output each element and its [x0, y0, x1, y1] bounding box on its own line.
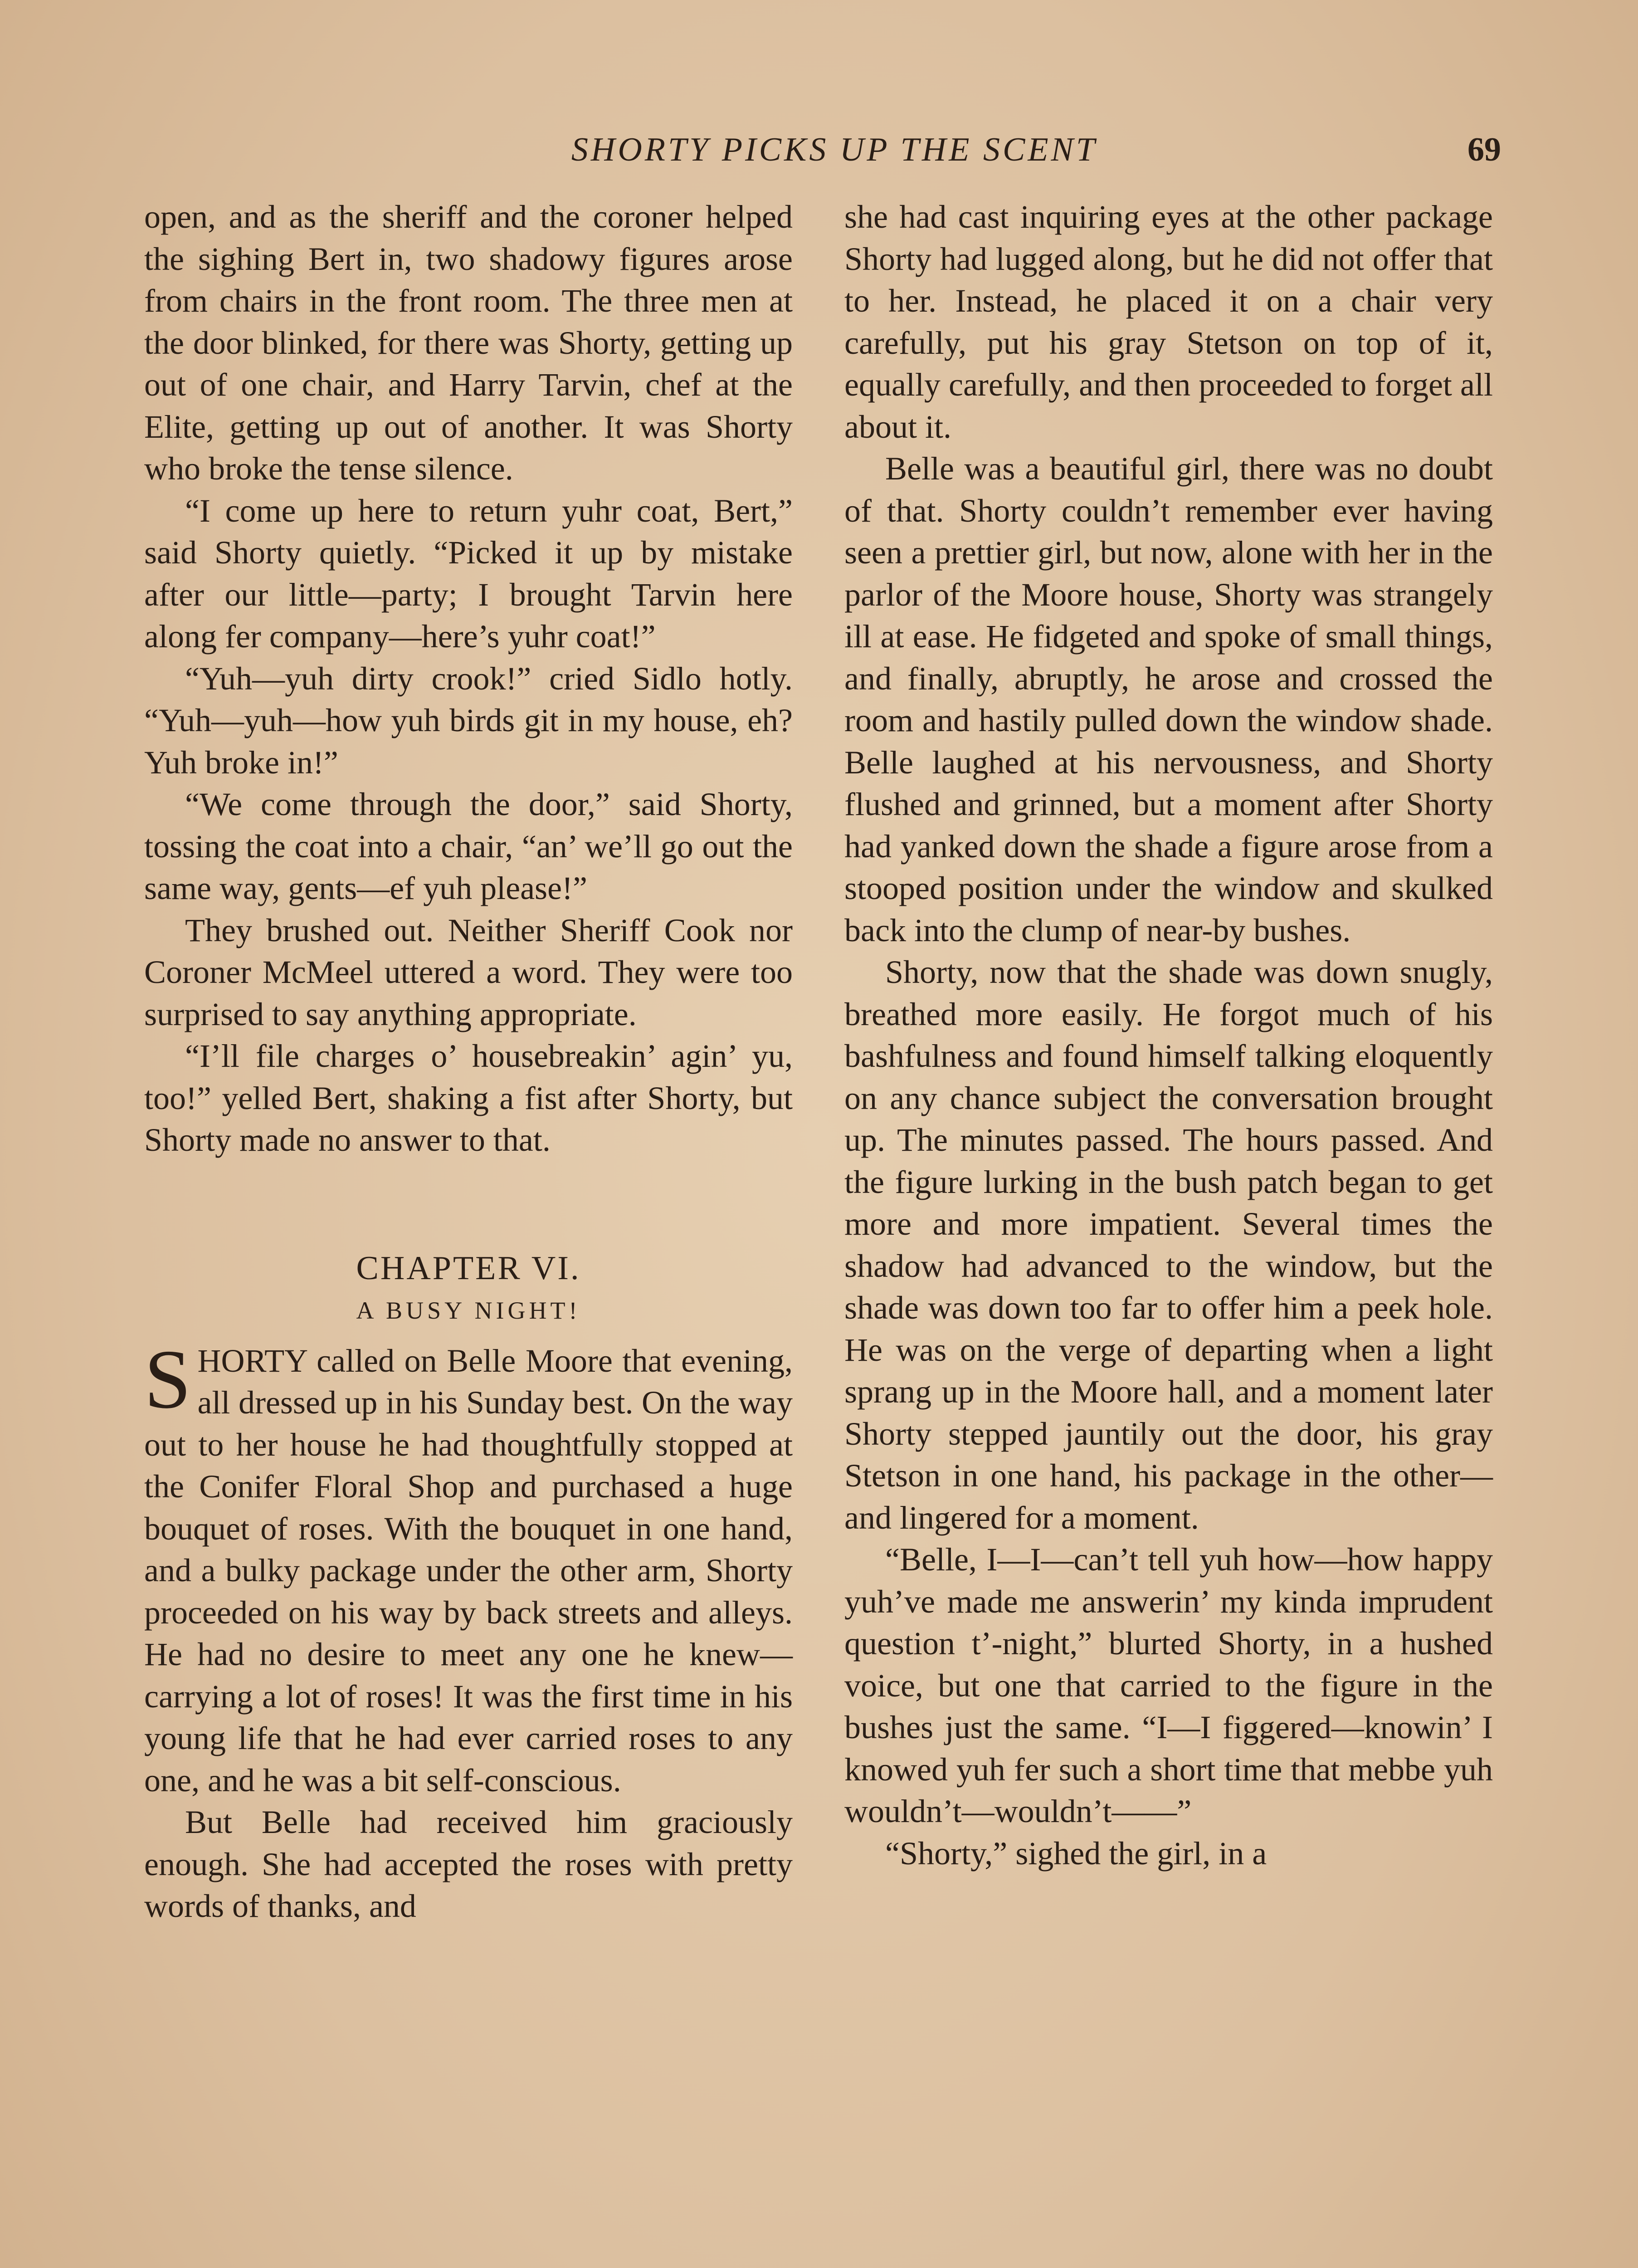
- chapter-subtitle: A BUSY NIGHT!: [356, 1296, 581, 1324]
- chapter-opening-text: HORTY called on Belle Moore that evening, all dressed up in his Sunday best. On the way out to her house he had thoughtfully stopped at the Conifer Floral Shop and purchased a huge bouquet of roses. With the bouquet in one hand, and a bulky package under the other arm, Shorty proceeded on his way by back streets and alleys. He had no desire to meet any one he knew—carrying a lot of roses! It was the first time in his young life that he had ever carried roses to any one, and he was a bit self-conscious.: [144, 1342, 793, 1799]
- page-header: [145, 120, 1501, 179]
- paragraph: They brushed out. Neither Sheriff Cook nor Coroner McMeel uttered a word. They were too surprised to say anything appropriate.: [144, 912, 793, 1032]
- paragraph: “Yuh—yuh dirty crook!” cried Sidlo hotly. “Yuh—yuh—how yuh birds git in my house, eh? Yuh broke in!”: [144, 660, 793, 781]
- paragraph: “I come up here to return yuhr coat, Bert,” said Shorty quietly. “Picked it up by mistake after our little—party; I brought Tarvin here along fer company—here’s yuhr coat!”: [144, 492, 793, 655]
- paragraph: she had cast inquiring eyes at the other package Shorty had lugged along, but he did not offer that to her. Instead, he placed it on a chair very carefully, put his gray Stetson on top of it, equally carefully, and then proceeded to forget all about it.: [844, 199, 1493, 445]
- paragraph: Shorty, now that the shade was down snugly, breathed more easily. He forgot much of his bashfulness and found himself talking eloquently on any chance subject the conversation brought up. The minutes passed. The hours passed. And the figure lurking in the bush patch began to get more and more impatient. Several times the shadow had advanced to the window, but the shade was down too far to offer him a peek hole. He was on the verge of departing when a light sprang up in the Moore hall, and a moment later Shorty stepped jauntily out the door, his gray Stetson in one hand, his package in the other—and lingered for a moment.: [844, 954, 1493, 1536]
- paragraph: “Shorty,” sighed the girl, in a: [885, 1835, 1267, 1872]
- paragraph: “Belle, I—I—can’t tell yuh how—how happy yuh’ve made me answerin’ my kinda imprudent question t’-night,” blurted Shorty, in a hushed voice, but one that carried to the figure in the bushes just the same. “I—I figgered—knowin’ I knowed yuh fer such a short time that mebbe yuh wouldn’t—wouldn’t——”: [844, 1541, 1493, 1829]
- page-number: 69: [1467, 131, 1501, 168]
- paragraph: “We come through the door,” said Shorty, tossing the coat into a chair, “an’ we’ll go out the same way, gents—ef yuh please!”: [144, 786, 793, 906]
- chapter-opening-paragraph: [144, 1332, 793, 1802]
- paragraph: “I’ll file charges o’ housebreakin’ agin’ yu, too!” yelled Bert, shaking a fist after Shorty, but Shorty made no answer to that.: [144, 1038, 793, 1158]
- right-column: [844, 196, 1493, 1874]
- paragraph: But Belle had received him graciously enough. She had accepted the roses with pretty words of thanks, and: [144, 1804, 793, 1924]
- running-head: SHORTY PICKS UP THE SCENT: [571, 131, 1098, 168]
- paragraph: open, and as the sheriff and the coroner helped the sighing Bert in, two shadowy figures arose from chairs in the front room. The three men at the door blinked, for there was Shorty, getting up out of one chair, and Harry Tarvin, chef at the Elite, getting up out of another. It was Shorty who broke the tense silence.: [144, 199, 793, 487]
- drop-cap: S: [144, 1332, 191, 1426]
- paragraph: Belle was a beautiful girl, there was no doubt of that. Shorty couldn’t remember ever having seen a prettier girl, but now, alone with her in the parlor of the Moore house, Shorty was strangely ill at ease. He fidgeted and spoke of small things, and finally, abruptly, he arose and crossed the room and hastily pulled down the window shade. Belle laughed at his nervousness, and Shorty flushed and grinned, but a moment after Shorty had yanked down the shade a figure arose from a stooped position under the window and skulked back into the clump of near-by bushes.: [844, 450, 1493, 948]
- left-column: [144, 196, 793, 1927]
- chapter-title: CHAPTER VI.: [356, 1249, 581, 1287]
